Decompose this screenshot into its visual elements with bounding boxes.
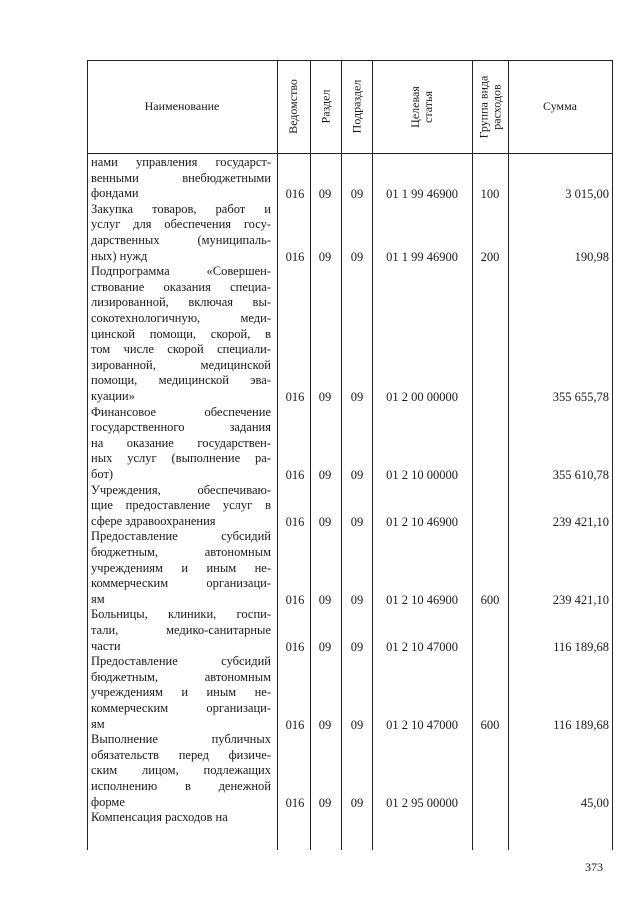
row-section: 09 <box>318 390 332 404</box>
row-name <box>91 810 271 826</box>
row-dept: 016 <box>285 795 305 810</box>
row-name-line: нами управления государст- <box>91 155 271 169</box>
row-section: 09 <box>318 592 332 607</box>
header-group <box>472 60 508 153</box>
row-target: 01 2 10 47000 <box>386 639 458 654</box>
header-group-text <box>477 75 503 138</box>
row-section: 09 <box>318 249 332 264</box>
header-name <box>87 60 277 153</box>
row-name-line: венными внебюджетными <box>91 170 271 185</box>
table-left-border <box>87 60 88 850</box>
row-target: 01 1 99 46900 <box>386 249 458 264</box>
row-sum: 239 421,10 <box>552 592 609 607</box>
row-name-line: дарственных (муниципаль- <box>91 232 271 247</box>
row-dept: 016 <box>285 514 305 529</box>
row-sum: 116 189,68 <box>553 639 609 654</box>
row-name <box>91 405 271 483</box>
row-name-line: государственного задания <box>91 420 271 435</box>
row-name <box>91 202 271 264</box>
row-name-line: бот) <box>91 466 114 481</box>
page-number: 373 <box>585 860 603 874</box>
table-right-border <box>612 60 613 850</box>
row-dept: 016 <box>285 468 305 482</box>
header-sum <box>508 60 612 153</box>
row-subsection: 09 <box>350 249 364 264</box>
row-name-line: бюджетным, автономным <box>91 544 271 559</box>
row-subsection: 09 <box>350 187 364 202</box>
row-name <box>91 483 271 530</box>
row-name-line: ским лицом, подлежащих <box>91 763 271 778</box>
row-target: 01 2 00 00000 <box>386 390 458 404</box>
row-section: 09 <box>318 639 332 654</box>
header-section <box>310 60 341 153</box>
row-name-line: куации» <box>91 388 135 403</box>
row-section: 09 <box>318 514 332 529</box>
row-sum: 190,98 <box>574 249 609 264</box>
row-name <box>91 155 271 202</box>
row-name <box>91 264 271 404</box>
row-name-line: сфере здравоохранения <box>91 513 216 528</box>
row-name-line: Предоставление субсидий <box>91 529 271 544</box>
header-section-text: Раздел <box>318 89 333 124</box>
row-name-line: зированной, медицинской <box>91 357 271 372</box>
row-name-line: на оказание государствен- <box>91 435 271 450</box>
row-name-line: ных услуг (выполнение ра- <box>91 451 271 466</box>
row-name-line: ям <box>91 591 105 606</box>
row-name <box>91 732 271 810</box>
row-name-line: Учреждения, обеспечиваю- <box>91 482 271 497</box>
row-name-line: Подпрограмма «Совершен- <box>91 264 271 279</box>
row-target: 01 2 10 00000 <box>386 468 458 482</box>
row-name-line: ям <box>91 716 105 731</box>
row-name-line: коммерческим организаци- <box>91 576 271 591</box>
row-name-line: коммерческим организаци- <box>91 700 271 715</box>
row-name-line: помощи, медицинской эва- <box>91 373 271 388</box>
header-dept-text: Ведомство <box>286 79 301 134</box>
row-name-line: учреждениям и иным не- <box>91 560 271 575</box>
header-sum-text: Сумма <box>543 99 577 113</box>
row-dept: 016 <box>285 717 305 732</box>
row-sum: 355 610,78 <box>552 468 609 482</box>
row-section: 09 <box>318 717 332 732</box>
row-subsection: 09 <box>350 390 364 404</box>
row-name-line: части <box>91 638 121 653</box>
row-group: 100 <box>480 187 500 202</box>
row-name-line: Финансовое обеспечение <box>91 404 271 419</box>
header-name-text: Наименование <box>144 99 220 113</box>
header-group-line: Группа вида <box>476 75 490 138</box>
row-target: 01 2 10 46900 <box>386 514 458 529</box>
row-sum: 239 421,10 <box>552 514 609 529</box>
header-subsection-text: Подраздел <box>349 79 364 134</box>
row-sum: 3 015,00 <box>565 187 609 202</box>
row-name-line: ных) нужд <box>91 248 148 263</box>
row-dept: 016 <box>285 187 305 202</box>
row-dept: 016 <box>285 639 305 654</box>
row-name-line: учреждениям и иным не- <box>91 685 271 700</box>
row-name-line: тали, медико-санитарные <box>91 622 271 637</box>
row-name-line: обязательств перед физиче- <box>91 747 271 762</box>
row-name-line: Выполнение публичных <box>91 732 271 747</box>
header-subsection <box>341 60 372 153</box>
row-name-line: форме <box>91 794 125 809</box>
row-name-line: фондами <box>91 186 139 201</box>
row-subsection: 09 <box>350 639 364 654</box>
row-dept: 016 <box>285 592 305 607</box>
header-bottom-border <box>87 153 613 154</box>
row-target: 01 2 10 47000 <box>386 717 458 732</box>
row-group: 200 <box>480 249 500 264</box>
header-target-text <box>409 86 435 128</box>
row-dept: 016 <box>285 249 305 264</box>
header-target-line: Целевая <box>407 85 422 128</box>
row-name-line: сокотехнологичную, меди- <box>91 310 271 325</box>
header-group-line: расходов <box>489 83 503 130</box>
row-sum: 116 189,68 <box>553 717 609 732</box>
row-section: 09 <box>318 468 332 482</box>
row-name <box>91 607 271 654</box>
row-subsection: 09 <box>350 717 364 732</box>
row-target: 01 1 99 46900 <box>386 187 458 202</box>
row-name-line: Закупка товаров, работ и <box>91 201 271 216</box>
row-section: 09 <box>318 795 332 810</box>
row-dept: 016 <box>285 390 305 404</box>
row-target: 01 2 95 00000 <box>386 795 458 810</box>
header-dept <box>277 60 310 153</box>
header-target <box>372 60 472 153</box>
row-name-line: том числе скорой специали- <box>91 342 271 357</box>
header-target-line: статья <box>420 90 435 123</box>
row-sum: 355 655,78 <box>552 390 609 404</box>
row-subsection: 09 <box>350 795 364 810</box>
col-divider <box>277 60 278 850</box>
row-group: 600 <box>480 592 500 607</box>
row-subsection: 09 <box>350 468 364 482</box>
row-target: 01 2 10 46900 <box>386 592 458 607</box>
row-name <box>91 529 271 607</box>
row-name-line: исполнению в денежной <box>91 778 271 793</box>
row-name-line: ствование оказания специа- <box>91 279 271 294</box>
row-subsection: 09 <box>350 514 364 529</box>
row-section: 09 <box>318 187 332 202</box>
row-name-line: Компенсация расходов на <box>91 810 228 825</box>
row-group: 600 <box>480 717 500 732</box>
row-name-line: Предоставление субсидий <box>91 654 271 669</box>
row-subsection: 09 <box>350 592 364 607</box>
row-name-line: цинской помощи, скорой, в <box>91 326 271 341</box>
row-name-line: Больницы, клиники, госпи- <box>91 607 271 622</box>
row-name <box>91 654 271 732</box>
row-sum: 45,00 <box>580 795 609 810</box>
row-name-line: услуг для обеспечения госу- <box>91 217 271 232</box>
row-name-line: бюджетным, автономным <box>91 669 271 684</box>
row-name-line: щие предоставление услуг в <box>91 498 271 513</box>
row-name-line: лизированной, включая вы- <box>91 295 271 310</box>
